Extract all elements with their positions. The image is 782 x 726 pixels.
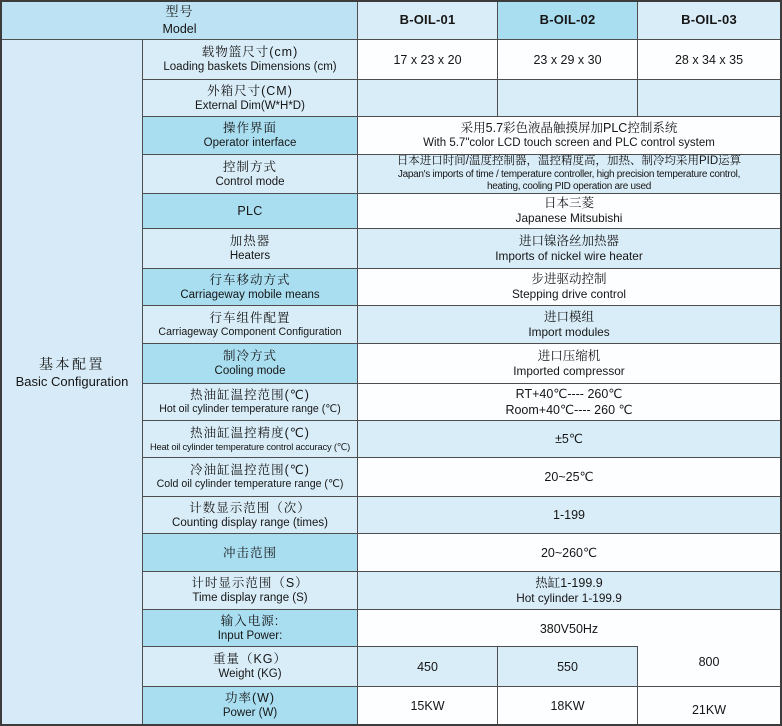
model-col-b-oil-01: B-OIL-01 [358,2,498,40]
row-label-en: Input Power: [217,629,283,642]
row-label-en: Loading baskets Dimensions (cm) [163,61,337,74]
row-value: 800 [638,647,780,687]
row-label-en: Heaters [229,250,271,263]
row-value: 23 x 29 x 30 [498,40,638,80]
table-row [143,572,780,610]
row-value [638,80,780,117]
row-value: 21KW [638,687,780,724]
row-value: 步进驱动控制 Stepping drive control [358,269,780,306]
row-value: 450 [358,647,498,687]
table-row [143,117,780,155]
row-value: RT+40℃---- 260℃ Room+40℃---- 260 ℃ [358,384,780,421]
row-label-en: Counting display range (times) [172,516,328,529]
table-header-row [2,2,780,40]
row-label-zh: 冲击范围 [222,545,277,560]
row-label-en: External Dim(W*H*D) [195,99,305,112]
model-header-zh: 型号 [165,4,194,20]
table-body [2,40,780,724]
row-label [143,229,358,269]
table-row [143,344,780,384]
table-row [143,269,780,306]
row-label [143,269,358,306]
row-label-zh: 冷油缸温控范围(℃) [190,463,310,478]
row-label [143,344,358,384]
row-value: ±5℃ [358,421,780,458]
row-label-en: Carriageway Component Configuration [158,325,342,338]
row-label [143,306,358,344]
table-row [143,155,780,194]
row-label [143,40,358,80]
row-label-zh: PLC [237,204,263,218]
row-value: 18KW [498,687,638,724]
row-label-en: Control mode [215,175,285,188]
row-label-zh: 外箱尺寸(CM) [207,83,293,98]
group-cell-basic-configuration [2,40,143,724]
row-label-en: Cooling mode [214,365,286,378]
row-label [143,80,358,117]
row-label-en: Cold oil cylinder temperature range (℃) [156,478,344,491]
row-label [143,497,358,534]
row-label [143,155,358,194]
model-header-en: Model [162,21,197,36]
row-label-zh: 行车组件配置 [209,310,291,325]
row-value: 380V50Hz [358,610,780,647]
spec-rows [143,40,780,724]
table-row [143,497,780,534]
row-value: 20~260℃ [358,534,780,572]
model-col-b-oil-02: B-OIL-02 [498,2,638,40]
row-label [143,458,358,497]
table-row [143,647,780,687]
row-label-en: Heat oil cylinder temperature control accuracy (℃) [149,440,351,452]
row-label-en: Time display range (S) [192,592,308,605]
row-value: 550 [498,647,638,687]
row-value: 进口模组 Import modules [358,306,780,344]
row-value [358,80,498,117]
table-row [143,421,780,458]
row-label [143,534,358,572]
row-label-en: Power (W) [222,707,278,720]
row-value: 日本进口时间/温度控制器，温控精度高，加热、制冷均采用PID运算 Japan's imports of time / temperature controller, high precision temperature control, heating, cooling PID operation are used [358,155,780,194]
group-label-zh: 基本配置 [39,355,105,372]
row-value: 1-199 [358,497,780,534]
row-label [143,647,358,687]
row-label-en: Hot oil cylinder temperature range (℃) [159,403,341,416]
row-label [143,421,358,458]
table-row [143,306,780,344]
table-row [143,194,780,229]
table-row [143,229,780,269]
model-header-cell [2,2,358,40]
row-label [143,117,358,155]
row-label-zh: 重量（KG） [212,652,288,667]
row-value: 进口压缩机 Imported compressor [358,344,780,384]
table-row [143,40,780,80]
model-col-b-oil-03: B-OIL-03 [638,2,780,40]
table-row [143,610,780,647]
row-label-zh: 热油缸温控精度(℃) [190,425,310,440]
row-value [498,80,638,117]
row-label-zh: 制冷方式 [222,349,277,364]
row-label-en: Carriageway mobile means [180,288,320,301]
row-label-zh: 控制方式 [222,159,277,174]
row-label-zh: 加热器 [229,234,271,249]
group-label-en: Basic Configuration [15,373,129,389]
row-label-zh: 热油缸温控范围(℃) [190,388,310,403]
row-label [143,384,358,421]
row-value: 15KW [358,687,498,724]
table-row [143,458,780,497]
row-value: 17 x 23 x 20 [358,40,498,80]
row-label-zh: 操作界面 [222,121,277,136]
row-label-zh: 行车移动方式 [209,272,291,287]
row-label-zh: 输入电源: [220,613,280,628]
table-row [143,384,780,421]
row-label [143,572,358,610]
row-value: 采用5.7彩色液晶触摸屏加PLC控制系统 With 5.7"color LCD touch screen and PLC control system [358,117,780,155]
row-label-en: Weight (KG) [218,668,282,681]
row-value: 20~25℃ [358,458,780,497]
row-value: 28 x 34 x 35 [638,40,780,80]
row-label [143,610,358,647]
table-row [143,687,780,724]
row-value: 热缸1-199.9 Hot cylinder 1-199.9 [358,572,780,610]
row-label [143,687,358,724]
row-label-zh: 载物篮尺寸(cm) [201,45,299,60]
row-label [143,194,358,229]
row-value: 日本三菱 Japanese Mitsubishi [358,194,780,229]
row-label-zh: 功率(W) [224,691,276,706]
row-value: 进口镍洛丝加热器 Imports of nickel wire heater [358,229,780,269]
row-label-en: Operator interface [203,137,297,150]
row-label-zh: 计时显示范围（S） [191,576,309,591]
table-row [143,80,780,117]
row-label-zh: 计数显示范围（次） [189,500,311,515]
table-row [143,534,780,572]
